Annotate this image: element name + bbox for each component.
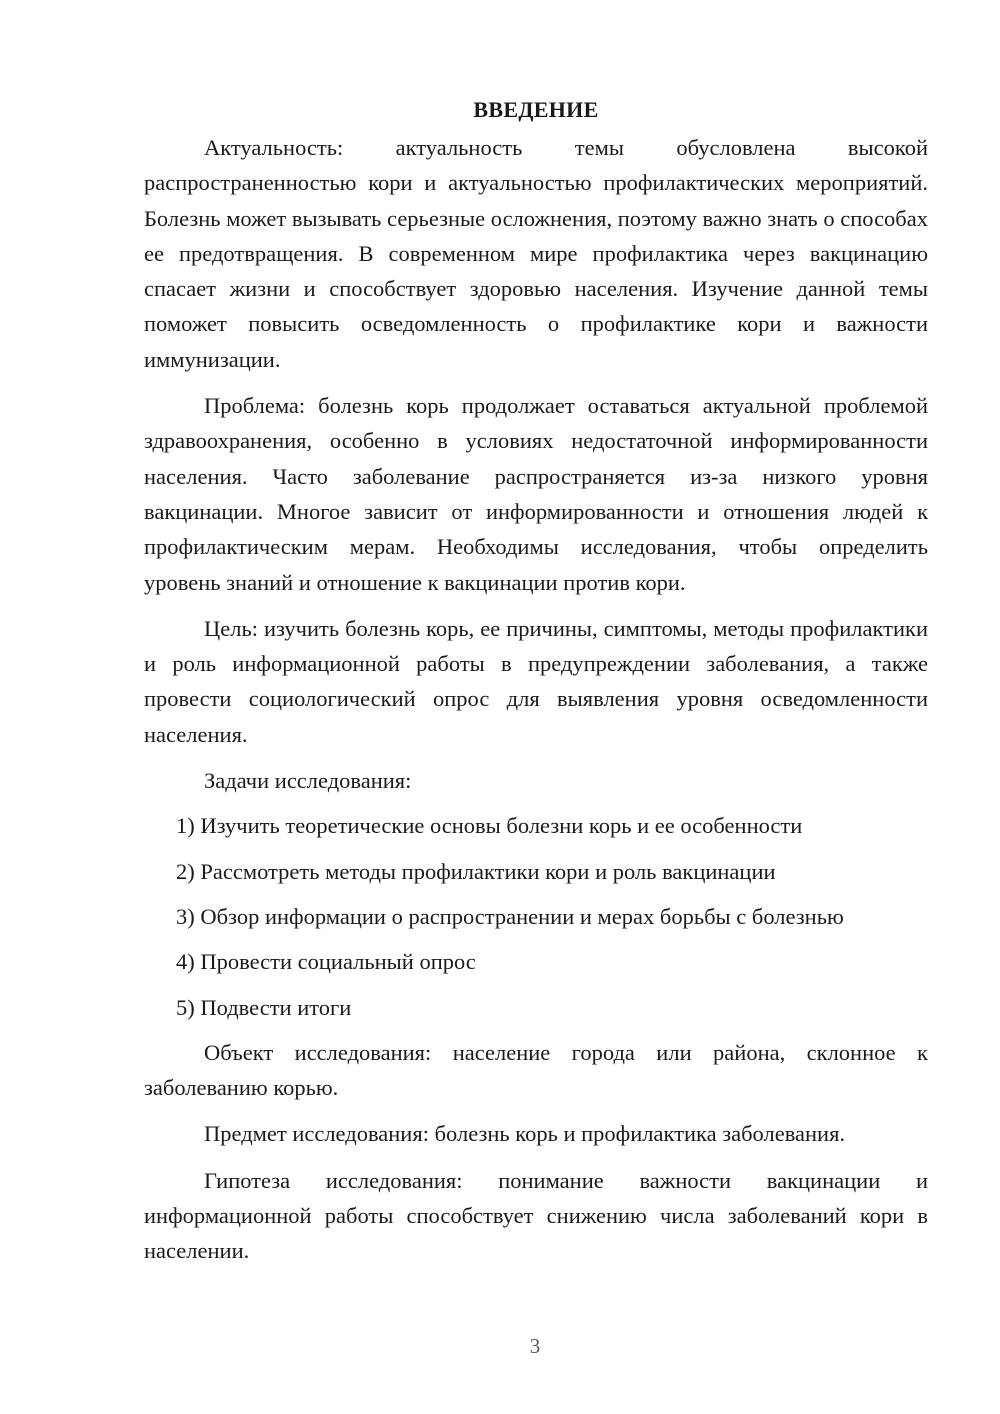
document-page (144, 92, 928, 1280)
object-paragraph: Объект исследования: население города или района, склонное к заболеванию корью. (144, 1039, 928, 1101)
task-item: 5) Подвести итоги (176, 994, 352, 1020)
task-list (144, 808, 928, 1024)
tasks-heading: Задачи исследования: (204, 768, 412, 794)
task-item: 4) Провести социальный опрос (176, 949, 476, 975)
problem-paragraph: Проблема: болезнь корь продолжает оставаться актуальной проблемой здравоохранения, особенно в условиях недостаточной информированности населения. Часто заболевание распространяется из-за низкого уровня вакцинации. Многое зависит от информированности и отношения людей к профилактическим мерам. Необходимы исследования, чтобы определить уровень знаний и отношение к вакцинации против кори. (144, 393, 928, 595)
subject-paragraph: Предмет исследования: болезнь корь и профилактика заболевания. (204, 1121, 846, 1147)
task-item: 3) Обзор информации о распространении и мерах борьбы с болезнью (176, 903, 844, 929)
goal-paragraph: Цель: изучить болезнь корь, ее причины, симптомы, методы профилактики и роль информационной работы в предупреждении заболевания, а также провести социологический опрос для выявления уровня осведомленности населения. (144, 615, 928, 747)
page-number: 3 (529, 1334, 541, 1358)
section-title: ВВЕДЕНИЕ (473, 97, 599, 122)
hypothesis-paragraph: Гипотеза исследования: понимание важности вакцинации и информационной работы способствует снижению числа заболеваний кори в населении. (144, 1167, 928, 1264)
task-item: 2) Рассмотреть методы профилактики кори и роль вакцинации (176, 858, 776, 884)
task-item: 1) Изучить теоретические основы болезни корь и ее особенности (176, 813, 803, 839)
relevance-paragraph: Актуальность: актуальность темы обусловлена высокой распространенностью кори и актуальностью профилактических мероприятий. Болезнь может вызывать серьезные осложнения, поэтому важно знать о способах ее предотвращения. В современном мире профилактика через вакцинацию спасает жизни и способствует здоровью населения. Изучение данной темы поможет повысить осведомленность о профилактике кори и важности иммунизации. (144, 135, 928, 372)
